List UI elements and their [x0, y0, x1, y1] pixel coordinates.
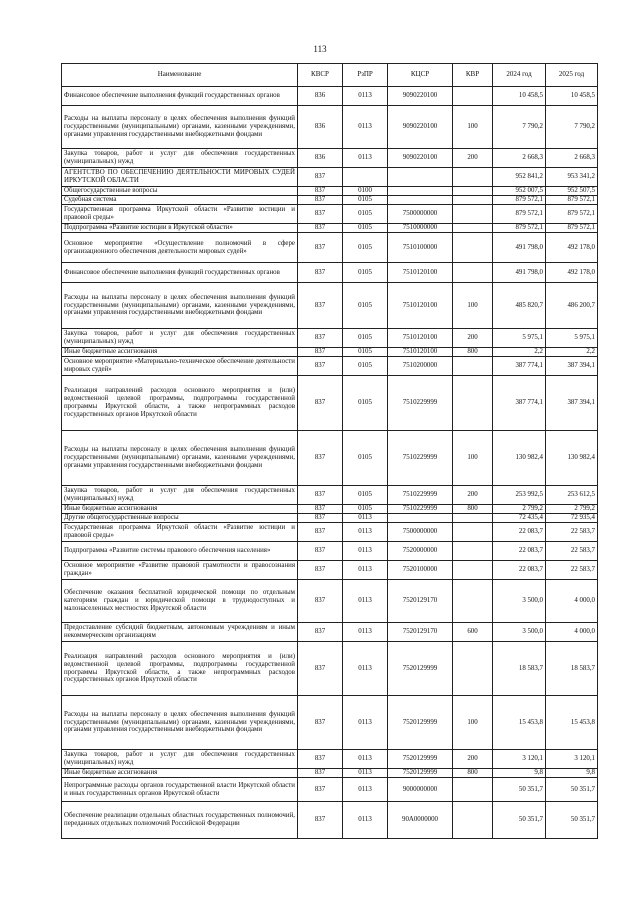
column-header-kvsr: КВСР — [298, 64, 343, 87]
table-row — [62, 283, 598, 329]
cell-kvsr: 837 — [298, 769, 343, 778]
cell-2024: 2 668,3 — [493, 149, 546, 168]
table-row — [62, 542, 598, 561]
table-header-row — [62, 64, 598, 87]
cell-name: Закупка товаров, работ и услуг для обеспечения государственных (муниципальных) нужд — [62, 149, 298, 168]
cell-rzpr: 0113 — [343, 514, 388, 523]
cell-kvsr: 837 — [298, 348, 343, 357]
page-number: 113 — [313, 44, 327, 54]
cell-rzpr: 0105 — [343, 329, 388, 348]
cell-name: Реализация направлений расходов основного мероприятия и (или) ведомственной целевой программы, подпрограммы государственной программы Иркутской области, а также непрограммных расходов государственных органов Иркутской области — [62, 642, 298, 696]
cell-2025: 50 351,7 — [546, 778, 598, 802]
cell-2025: 7 790,2 — [546, 106, 598, 149]
cell-rzpr: 0105 — [343, 224, 388, 233]
cell-2024: 879 572,1 — [493, 224, 546, 233]
cell-2025: 22 583,7 — [546, 523, 598, 542]
cell-2025: 3 120,1 — [546, 750, 598, 769]
cell-kvr — [453, 357, 493, 376]
cell-name: Закупка товаров, работ и услуг для обеспечения государственных (муниципальных) нужд — [62, 329, 298, 348]
table-row — [62, 431, 598, 486]
table-row — [62, 224, 598, 233]
cell-kvsr: 837 — [298, 778, 343, 802]
cell-rzpr: 0105 — [343, 505, 388, 514]
cell-2024: 50 351,7 — [493, 778, 546, 802]
cell-kcsr: 7510229999 — [388, 376, 453, 431]
cell-kvsr: 837 — [298, 642, 343, 696]
cell-2024: 2,2 — [493, 348, 546, 357]
cell-rzpr: 0100 — [343, 187, 388, 196]
cell-name: Обеспечение оказания бесплатной юридической помощи по отдельным категориям граждан и юридической помощи в труднодоступных и малонаселенных местностях Иркутской области — [62, 580, 298, 623]
table-row — [62, 514, 598, 523]
cell-kvr: 200 — [453, 149, 493, 168]
cell-kcsr: 7510120100 — [388, 263, 453, 283]
cell-rzpr: 0113 — [343, 580, 388, 623]
cell-kvsr: 837 — [298, 376, 343, 431]
cell-rzpr: 0113 — [343, 561, 388, 580]
cell-kcsr: 7510120100 — [388, 329, 453, 348]
cell-2024: 22 083,7 — [493, 542, 546, 561]
cell-kcsr — [388, 196, 453, 205]
cell-kvsr: 837 — [298, 486, 343, 505]
cell-kvsr: 837 — [298, 542, 343, 561]
cell-2024: 18 583,7 — [493, 642, 546, 696]
cell-kvr: 200 — [453, 329, 493, 348]
cell-kvr — [453, 514, 493, 523]
cell-rzpr: 0113 — [343, 523, 388, 542]
cell-kcsr — [388, 168, 453, 187]
cell-kcsr: 7510200000 — [388, 357, 453, 376]
cell-2025: 486 200,7 — [546, 283, 598, 329]
table-row — [62, 348, 598, 357]
cell-rzpr: 0105 — [343, 283, 388, 329]
cell-kvr: 200 — [453, 486, 493, 505]
cell-kvr — [453, 778, 493, 802]
cell-name: Основное мероприятие «Материально-техническое обеспечение деятельности мировых судей» — [62, 357, 298, 376]
cell-2024: 50 351,7 — [493, 802, 546, 839]
cell-name: Общегосударственные вопросы — [62, 187, 298, 196]
cell-kvr: 100 — [453, 696, 493, 750]
cell-kvr — [453, 376, 493, 431]
cell-kvr — [453, 580, 493, 623]
cell-kcsr: 7500000000 — [388, 205, 453, 224]
cell-name: Государственная программа Иркутской области «Развитие юстиции и правовой среды» — [62, 205, 298, 224]
cell-name: Иные бюджетные ассигнования — [62, 348, 298, 357]
cell-2024: 485 820,7 — [493, 283, 546, 329]
cell-2024: 10 458,5 — [493, 87, 546, 106]
cell-kvsr: 837 — [298, 187, 343, 196]
cell-2025: 9,8 — [546, 769, 598, 778]
cell-kvr — [453, 168, 493, 187]
cell-rzpr: 0105 — [343, 431, 388, 486]
cell-2025: 22 583,7 — [546, 542, 598, 561]
cell-rzpr: 0105 — [343, 357, 388, 376]
cell-rzpr: 0105 — [343, 263, 388, 283]
cell-kvr: 200 — [453, 750, 493, 769]
cell-rzpr: 0113 — [343, 750, 388, 769]
cell-2024: 879 572,1 — [493, 196, 546, 205]
cell-2025: 4 000,0 — [546, 580, 598, 623]
cell-2025: 879 572,1 — [546, 205, 598, 224]
cell-kcsr — [388, 187, 453, 196]
cell-kcsr: 90А0000000 — [388, 802, 453, 839]
cell-kcsr: 9090220100 — [388, 106, 453, 149]
table-row — [62, 505, 598, 514]
cell-rzpr — [343, 168, 388, 187]
cell-kcsr: 7510000000 — [388, 224, 453, 233]
cell-kcsr: 7520129999 — [388, 750, 453, 769]
cell-2024: 491 798,0 — [493, 233, 546, 263]
cell-kvr — [453, 802, 493, 839]
cell-kvr — [453, 187, 493, 196]
cell-kvsr: 837 — [298, 263, 343, 283]
cell-2025: 387 394,1 — [546, 376, 598, 431]
cell-kcsr: 9090220100 — [388, 149, 453, 168]
table-row — [62, 802, 598, 839]
cell-2025: 10 458,5 — [546, 87, 598, 106]
cell-kcsr: 9000000000 — [388, 778, 453, 802]
column-header-kvr: КВР — [453, 64, 493, 87]
cell-kvr: 100 — [453, 106, 493, 149]
cell-rzpr: 0113 — [343, 542, 388, 561]
cell-kcsr: 9090220100 — [388, 87, 453, 106]
cell-kvsr: 837 — [298, 505, 343, 514]
cell-2025: 18 583,7 — [546, 642, 598, 696]
cell-2024: 3 120,1 — [493, 750, 546, 769]
cell-kcsr: 7520100000 — [388, 561, 453, 580]
cell-2025: 2 799,2 — [546, 505, 598, 514]
cell-name: Иные бюджетные ассигнования — [62, 505, 298, 514]
cell-kvsr: 837 — [298, 196, 343, 205]
cell-2024: 952 007,5 — [493, 187, 546, 196]
cell-kvsr: 837 — [298, 357, 343, 376]
cell-name: Основное мероприятие «Развитие правовой грамотности и правосознания граждан» — [62, 561, 298, 580]
cell-rzpr: 0113 — [343, 642, 388, 696]
table-row — [62, 233, 598, 263]
cell-2025: 387 394,1 — [546, 357, 598, 376]
cell-kvr: 100 — [453, 283, 493, 329]
cell-kvr — [453, 196, 493, 205]
cell-kvr: 100 — [453, 431, 493, 486]
cell-kvr — [453, 87, 493, 106]
cell-kcsr: 7520129170 — [388, 623, 453, 642]
table-row — [62, 642, 598, 696]
cell-2025: 4 000,0 — [546, 623, 598, 642]
table-row — [62, 778, 598, 802]
cell-2024: 387 774,1 — [493, 357, 546, 376]
cell-name: Расходы на выплаты персоналу в целях обеспечения выполнения функций государственными (муниципальными) органами, казенными учреждениями, органами управления государственными внебюджетными фондами — [62, 283, 298, 329]
cell-kvsr: 837 — [298, 561, 343, 580]
cell-name: Обеспечение реализации отдельных областных государственных полномочий, переданных отдельных полномочий Российской Федерации — [62, 802, 298, 839]
table-row — [62, 187, 598, 196]
cell-2025: 952 507,5 — [546, 187, 598, 196]
table-row — [62, 580, 598, 623]
cell-kvr — [453, 523, 493, 542]
cell-kvsr: 837 — [298, 580, 343, 623]
cell-name: Расходы на выплаты персоналу в целях обеспечения выполнения функций государственными (муниципальными) органами, казенными учреждениями, органами управления государственными внебюджетными фондами — [62, 696, 298, 750]
cell-2024: 22 083,7 — [493, 523, 546, 542]
cell-2025: 253 612,5 — [546, 486, 598, 505]
cell-rzpr: 0113 — [343, 149, 388, 168]
table-row — [62, 623, 598, 642]
table-row — [62, 523, 598, 542]
cell-kcsr: 7510229999 — [388, 431, 453, 486]
cell-2024: 22 083,7 — [493, 561, 546, 580]
column-header-name: Наименование — [62, 64, 298, 87]
table-row — [62, 196, 598, 205]
cell-name: Расходы на выплаты персоналу в целях обеспечения выполнения функций государственными (муниципальными) органами, казенными учреждениями, органами управления государственными внебюджетными фондами — [62, 431, 298, 486]
table-row — [62, 696, 598, 750]
cell-name: Подпрограмма «Развитие юстиции в Иркутской области» — [62, 224, 298, 233]
cell-kvsr: 836 — [298, 106, 343, 149]
cell-kvr: 600 — [453, 623, 493, 642]
cell-rzpr: 0105 — [343, 376, 388, 431]
cell-rzpr: 0105 — [343, 348, 388, 357]
budget-table — [61, 63, 598, 839]
cell-kcsr — [388, 514, 453, 523]
cell-kvsr: 837 — [298, 233, 343, 263]
cell-2024: 387 774,1 — [493, 376, 546, 431]
cell-2025: 2,2 — [546, 348, 598, 357]
cell-name: Подпрограмма «Развитие системы правового обеспечения населения» — [62, 542, 298, 561]
cell-2024: 491 798,0 — [493, 263, 546, 283]
cell-2025: 492 178,0 — [546, 263, 598, 283]
cell-kcsr: 7520129170 — [388, 580, 453, 623]
cell-kvsr: 836 — [298, 87, 343, 106]
cell-name: Реализация направлений расходов основного мероприятия и (или) ведомственной целевой программы, подпрограммы государственной программы Иркутской области, а также непрограммных расходов государственных органов Иркутской области — [62, 376, 298, 431]
cell-rzpr: 0105 — [343, 486, 388, 505]
cell-name: Закупка товаров, работ и услуг для обеспечения государственных (муниципальных) нужд — [62, 486, 298, 505]
cell-rzpr: 0113 — [343, 769, 388, 778]
cell-kvr — [453, 233, 493, 263]
table-row — [62, 357, 598, 376]
table-body — [62, 87, 598, 839]
cell-2025: 15 453,8 — [546, 696, 598, 750]
cell-kvr — [453, 205, 493, 224]
cell-2025: 879 572,1 — [546, 224, 598, 233]
table-row — [62, 168, 598, 187]
cell-2025: 5 975,1 — [546, 329, 598, 348]
cell-kcsr: 7520000000 — [388, 542, 453, 561]
cell-kcsr: 7520129999 — [388, 642, 453, 696]
cell-kvsr: 837 — [298, 750, 343, 769]
cell-2024: 3 500,0 — [493, 623, 546, 642]
cell-name: Финансовое обеспечение выполнения функций государственных органов — [62, 263, 298, 283]
cell-rzpr: 0113 — [343, 623, 388, 642]
cell-2024: 130 982,4 — [493, 431, 546, 486]
cell-2025: 2 668,3 — [546, 149, 598, 168]
cell-rzpr: 0113 — [343, 696, 388, 750]
cell-kvsr: 837 — [298, 224, 343, 233]
column-header-rzpr: РзПР — [343, 64, 388, 87]
cell-rzpr: 0105 — [343, 196, 388, 205]
cell-kvsr: 837 — [298, 696, 343, 750]
cell-2024: 3 500,0 — [493, 580, 546, 623]
cell-kvsr: 836 — [298, 149, 343, 168]
cell-2024: 15 453,8 — [493, 696, 546, 750]
cell-kvr — [453, 561, 493, 580]
table-row — [62, 750, 598, 769]
cell-rzpr: 0113 — [343, 87, 388, 106]
cell-kvsr: 837 — [298, 514, 343, 523]
cell-2024: 72 435,4 — [493, 514, 546, 523]
cell-rzpr: 0105 — [343, 205, 388, 224]
table-row — [62, 106, 598, 149]
table-row — [62, 263, 598, 283]
cell-kcsr: 7510120100 — [388, 348, 453, 357]
cell-2024: 952 841,2 — [493, 168, 546, 187]
cell-kvsr: 837 — [298, 523, 343, 542]
cell-name: Закупка товаров, работ и услуг для обеспечения государственных (муниципальных) нужд — [62, 750, 298, 769]
cell-rzpr: 0113 — [343, 802, 388, 839]
cell-kvsr: 837 — [298, 802, 343, 839]
cell-rzpr: 0113 — [343, 106, 388, 149]
cell-kvsr: 837 — [298, 329, 343, 348]
cell-name: АГЕНТСТВО ПО ОБЕСПЕЧЕНИЮ ДЕЯТЕЛЬНОСТИ МИРОВЫХ СУДЕЙ ИРКУТСКОЙ ОБЛАСТИ — [62, 168, 298, 187]
column-header-2024: 2024 год — [493, 64, 546, 87]
cell-kcsr: 7510100000 — [388, 233, 453, 263]
cell-kcsr: 7510120100 — [388, 283, 453, 329]
cell-rzpr: 0105 — [343, 233, 388, 263]
cell-2024: 879 572,1 — [493, 205, 546, 224]
cell-2024: 9,8 — [493, 769, 546, 778]
cell-kcsr: 7520129999 — [388, 769, 453, 778]
cell-2024: 2 799,2 — [493, 505, 546, 514]
cell-kvsr: 837 — [298, 168, 343, 187]
cell-2025: 492 178,0 — [546, 233, 598, 263]
table-row — [62, 486, 598, 505]
table-row — [62, 329, 598, 348]
cell-name: Государственная программа Иркутской области «Развитие юстиции и правовой среды» — [62, 523, 298, 542]
table-row — [62, 87, 598, 106]
cell-kvsr: 837 — [298, 431, 343, 486]
table-row — [62, 205, 598, 224]
cell-kcsr: 7510229999 — [388, 505, 453, 514]
cell-kcsr: 7500000000 — [388, 523, 453, 542]
cell-2024: 7 790,2 — [493, 106, 546, 149]
cell-kvr — [453, 642, 493, 696]
cell-2025: 22 583,7 — [546, 561, 598, 580]
table-row — [62, 769, 598, 778]
cell-2025: 72 935,4 — [546, 514, 598, 523]
cell-2025: 953 341,2 — [546, 168, 598, 187]
cell-kvr — [453, 224, 493, 233]
table-row — [62, 561, 598, 580]
cell-kvsr: 837 — [298, 205, 343, 224]
table-row — [62, 149, 598, 168]
cell-name: Предоставление субсидий бюджетным, автономным учреждениям и иным некоммерческим организациям — [62, 623, 298, 642]
cell-name: Иные бюджетные ассигнования — [62, 769, 298, 778]
cell-2025: 50 351,7 — [546, 802, 598, 839]
cell-name: Другие общегосударственные вопросы — [62, 514, 298, 523]
cell-name: Расходы на выплаты персоналу в целях обеспечения выполнения функций государственными (муниципальными) органами, казенными учреждениями, органами управления государственными внебюджетными фондами — [62, 106, 298, 149]
cell-2025: 130 982,4 — [546, 431, 598, 486]
cell-kvsr: 837 — [298, 623, 343, 642]
cell-kvr: 800 — [453, 348, 493, 357]
cell-rzpr: 0113 — [343, 778, 388, 802]
cell-kvr: 800 — [453, 769, 493, 778]
cell-name: Основное мероприятие «Осуществление полномочий в сфере организационного обеспечения деятельности мировых судей» — [62, 233, 298, 263]
table-row — [62, 376, 598, 431]
cell-kvr — [453, 263, 493, 283]
column-header-kcsr: КЦСР — [388, 64, 453, 87]
cell-name: Финансовое обеспечение выполнения функций государственных органов — [62, 87, 298, 106]
cell-2024: 5 975,1 — [493, 329, 546, 348]
cell-kvr — [453, 542, 493, 561]
cell-kvr: 800 — [453, 505, 493, 514]
cell-2024: 253 992,5 — [493, 486, 546, 505]
cell-kvsr: 837 — [298, 283, 343, 329]
cell-kcsr: 7520129999 — [388, 696, 453, 750]
cell-2025: 879 572,1 — [546, 196, 598, 205]
column-header-2025: 2025 год — [546, 64, 598, 87]
cell-kcsr: 7510229999 — [388, 486, 453, 505]
cell-name: Непрограммные расходы органов государственной власти Иркутской области и иных государственных органов Иркутской области — [62, 778, 298, 802]
cell-name: Судебная система — [62, 196, 298, 205]
